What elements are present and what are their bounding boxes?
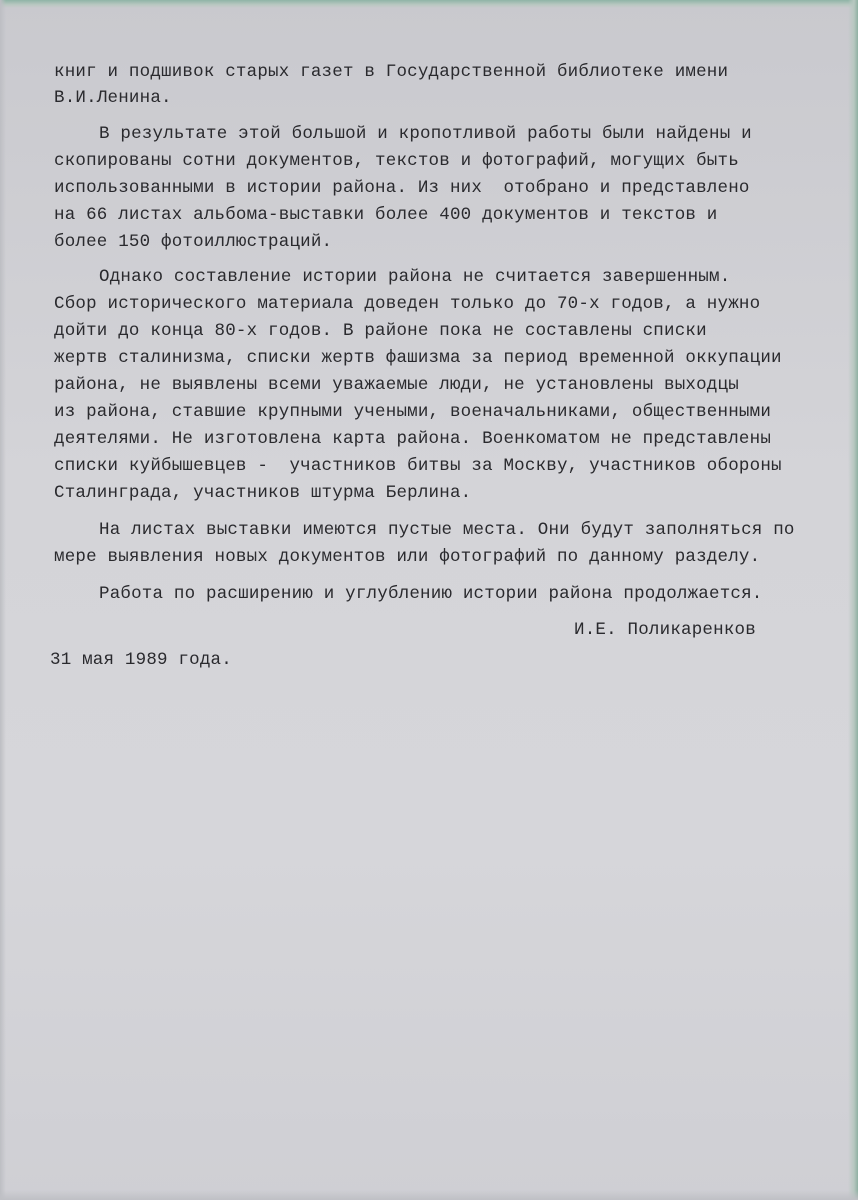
text-line: В.И.Ленина. (54, 88, 172, 108)
text-line: использованными в истории района. Из них отобрано и представлено (54, 178, 750, 198)
signature: И.Е. Поликаренков (574, 620, 756, 640)
text-line: книг и подшивок старых газет в Государственной библиотеке имени (54, 62, 729, 82)
text-line: из района, ставшие крупными учеными, военачальниками, общественными (54, 402, 772, 422)
document-date: 31 мая 1989 года. (50, 650, 232, 670)
text-line: деятелями. Не изготовлена карта района. Военкоматом не представлены (54, 429, 772, 449)
text-line: списки куйбышевцев - участников битвы за Москву, участников обороны (54, 456, 782, 476)
text-line: жертв сталинизма, списки жертв фашизма за период временной оккупации (54, 348, 782, 368)
text-line: Работа по расширению и углублению истории района продолжается. (99, 584, 763, 604)
text-line: Сталинграда, участников штурма Берлина. (54, 483, 472, 503)
text-line: Сбор исторического материала доведен только до 70-х годов, а нужно (54, 294, 761, 314)
text-line: На листах выставки имеются пустые места. Они будут заполняться по (99, 520, 795, 540)
text-line: мере выявления новых документов или фотографий по данному разделу. (54, 547, 761, 567)
text-line: района, не выявлены всеми уважаемые люди, не установлены выходцы (54, 375, 739, 395)
text-line: на 66 листах альбома-выставки более 400 документов и текстов и (54, 205, 718, 225)
text-line: более 150 фотоиллюстраций. (54, 232, 333, 252)
text-line: Однако составление истории района не считается завершенным. (99, 267, 731, 287)
text-line: скопированы сотни документов, текстов и фотографий, могущих быть (54, 151, 739, 171)
text-line: дойти до конца 80-х годов. В районе пока не составлены списки (54, 321, 707, 341)
text-line: В результате этой большой и кропотливой работы были найдены и (99, 124, 752, 144)
